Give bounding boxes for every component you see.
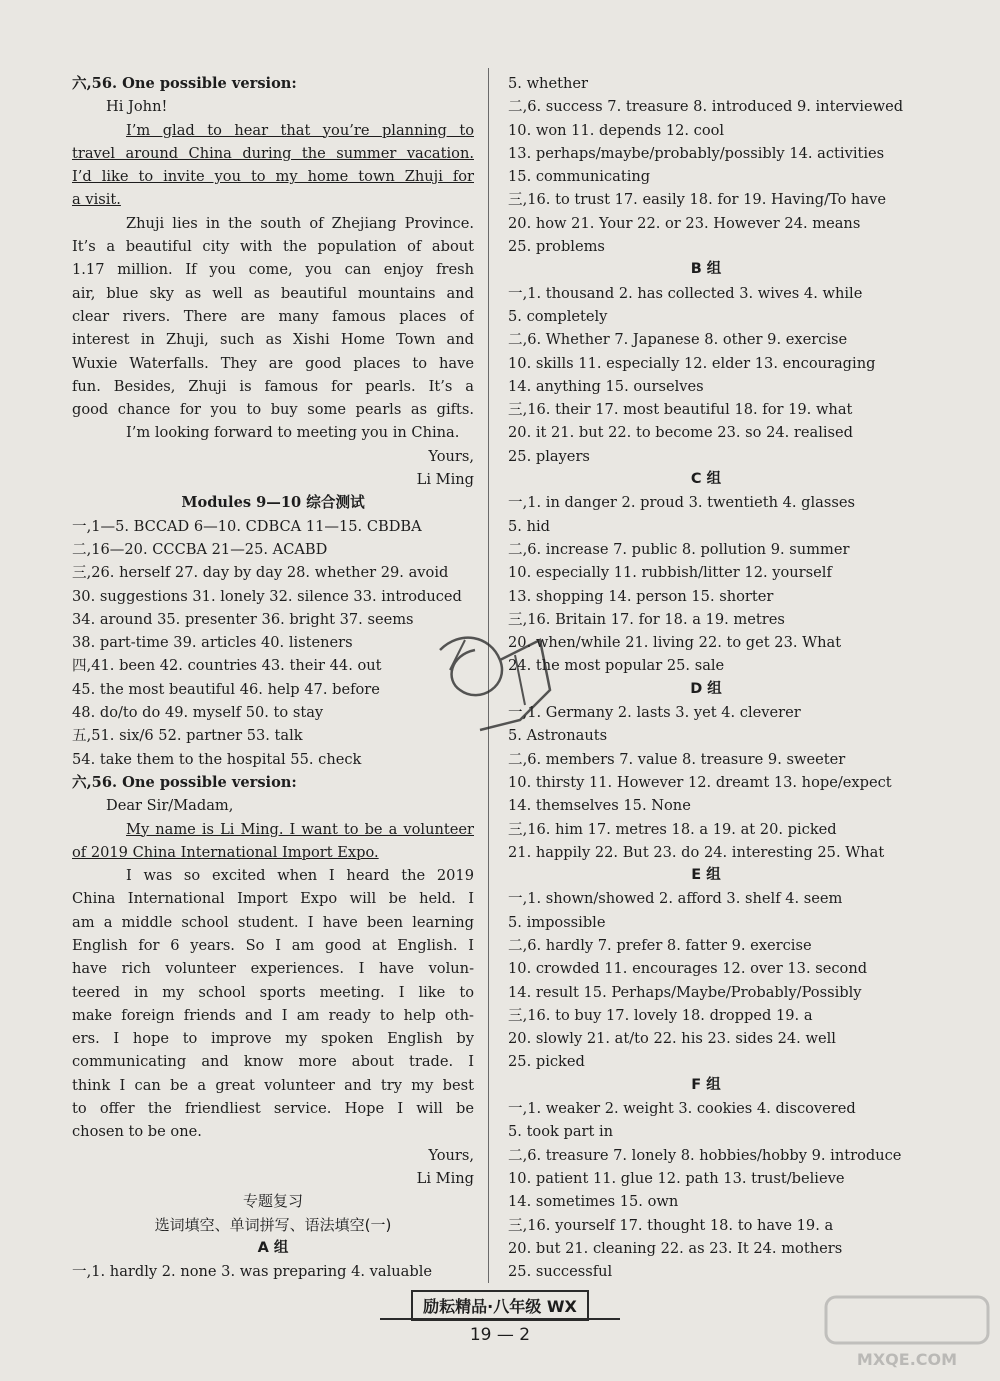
- text-line: 三,16. their 17. most beautiful 18. for 19. what: [508, 401, 853, 419]
- text-line: good chance for you to buy some pearls as gifts.: [72, 401, 474, 419]
- text-line: 20. slowly 21. at/to 22. his 23. sides 24. well: [508, 1030, 836, 1048]
- text-line: China International Import Expo will be held. I: [72, 890, 474, 908]
- text-line: A 组: [257, 1239, 289, 1256]
- text-line: 一,1. weaker 2. weight 3. cookies 4. discovered: [508, 1100, 856, 1118]
- text-line: 34. around 35. presenter 36. bright 37. seems: [72, 610, 414, 628]
- text-line: Wuxie Waterfalls. They are good places to have: [72, 354, 474, 372]
- text-line: 20. it 21. but 22. to become 23. so 24. realised: [508, 424, 854, 442]
- text-line: Hi John!: [106, 98, 168, 116]
- text-line: 选词填空、单词拼写、语法填空(一): [154, 1215, 392, 1234]
- text-line: Zhuji lies in the south of Zhejiang Province.: [126, 214, 474, 232]
- text-line: 三,16. Britain 17. for 18. a 19. metres: [508, 610, 785, 628]
- watermark-logo: [822, 1293, 992, 1373]
- text-line: 六,56. One possible version:: [72, 75, 297, 92]
- text-line: 5. hid: [508, 517, 550, 535]
- text-line: 48. do/to do 49. myself 50. to stay: [72, 704, 324, 722]
- text-line: 20. how 21. Your 22. or 23. However 24. means: [508, 214, 861, 232]
- text-line: 一,1. hardly 2. none 3. was preparing 4. valuable: [72, 1263, 433, 1281]
- text-line: 38. part-time 39. articles 40. listeners: [72, 634, 353, 652]
- text-line: 10. crowded 11. encourages 12. over 13. second: [508, 960, 868, 978]
- text-line: 15. communicating: [508, 168, 651, 186]
- text-line: Yours,: [428, 1146, 474, 1164]
- text-line: air, blue sky as well as beautiful mountains and: [72, 284, 474, 302]
- text-line: 45. the most beautiful 46. help 47. before: [72, 680, 380, 698]
- text-line: 10. especially 11. rubbish/litter 12. yourself: [508, 564, 832, 582]
- text-line: D 组: [690, 680, 722, 697]
- text-line: Modules 9—10 综合测试: [181, 494, 365, 512]
- text-line: 10. won 11. depends 12. cool: [508, 121, 725, 139]
- text-line: 三,16. him 17. metres 18. a 19. at 20. picked: [508, 820, 837, 838]
- text-line: 5. completely: [508, 307, 608, 325]
- text-line: 五,51. six/6 52. partner 53. talk: [72, 727, 303, 745]
- text-line: I’m glad to hear that you’re planning to: [126, 121, 474, 139]
- text-line: 20. but 21. cleaning 22. as 23. It 24. mothers: [508, 1239, 843, 1257]
- handwritten-stamp: [420, 610, 570, 760]
- text-line: 5. whether: [508, 75, 588, 92]
- text-line: 10. thirsty 11. However 12. dreamt 13. hope/expect: [508, 773, 892, 791]
- text-line: B 组: [690, 261, 722, 278]
- text-line: fun. Besides, Zhuji is famous for pearls. It’s a: [72, 377, 474, 395]
- text-line: 三,26. herself 27. day by day 28. whether 29. avoid: [72, 564, 449, 582]
- text-line: 20. when/while 21. living 22. to get 23. What: [508, 634, 842, 652]
- text-line: Dear Sir/Madam,: [106, 797, 234, 815]
- text-line: 二,6. Whether 7. Japanese 8. other 9. exercise: [508, 331, 848, 349]
- text-line: 三,16. to trust 17. easily 18. for 19. Having/To have: [508, 191, 886, 209]
- text-line: English for 6 years. So I am good at English. I: [72, 936, 474, 954]
- text-line: 5. Astronauts: [508, 727, 608, 745]
- text-line: 13. perhaps/maybe/probably/possibly 14. activities: [508, 144, 885, 162]
- text-line: 25. problems: [508, 238, 605, 256]
- text-line: interest in Zhuji, such as Xishi Home Town and: [72, 331, 474, 349]
- text-line: 25. successful: [508, 1263, 613, 1281]
- text-line: 30. suggestions 31. lonely 32. silence 33. introduced: [72, 587, 462, 605]
- text-line: 一,1—5. BCCAD 6—10. CDBCA 11—15. CBDBA: [72, 517, 422, 535]
- text-line: 二,6. success 7. treasure 8. introduced 9. interviewed: [508, 98, 904, 116]
- text-line: 13. shopping 14. person 15. shorter: [508, 587, 774, 605]
- page-number: 19 — 2: [469, 1325, 531, 1345]
- text-line: 二,16—20. CCCBA 21—25. ACABD: [72, 540, 328, 558]
- text-line: make foreign friends and I am ready to help oth-: [72, 1006, 474, 1024]
- footer-brand: 励耘精品·八年级 WX: [411, 1290, 589, 1321]
- text-line: travel around China during the summer vacation.: [72, 144, 474, 162]
- text-line: 14. result 15. Perhaps/Maybe/Probably/Possibly: [508, 983, 862, 1001]
- text-line: 24. the most popular 25. sale: [508, 657, 725, 675]
- svg-text:MXQE.COM: MXQE.COM: [856, 1350, 958, 1369]
- text-line: 二,6. treasure 7. lonely 8. hobbies/hobby 9. introduce: [508, 1146, 902, 1164]
- text-line: teered in my school sports meeting. I like to: [72, 983, 474, 1001]
- text-line: 六,56. One possible version:: [72, 773, 297, 791]
- text-line: I was so excited when I heard the 2019: [126, 867, 474, 885]
- text-line: ers. I hope to improve my spoken English by: [72, 1030, 474, 1048]
- text-line: 二,6. hardly 7. prefer 8. fatter 9. exercise: [508, 936, 812, 954]
- text-line: to offer the friendliest service. Hope I will be: [72, 1100, 474, 1118]
- text-line: 一,1. thousand 2. has collected 3. wives 4. while: [508, 284, 863, 302]
- text-line: Li Ming: [416, 471, 474, 489]
- text-line: 一,1. in danger 2. proud 3. twentieth 4. glasses: [508, 494, 855, 512]
- text-line: My name is Li Ming. I want to be a volunteer: [126, 820, 474, 838]
- text-line: am a middle school student. I have been learning: [72, 913, 474, 931]
- text-line: 二,6. increase 7. public 8. pollution 9. summer: [508, 540, 850, 558]
- text-line: a visit.: [72, 191, 121, 209]
- text-line: clear rivers. There are many famous places of: [72, 307, 474, 325]
- text-line: Yours,: [428, 447, 474, 465]
- text-line: think I can be a great volunteer and try my best: [72, 1076, 474, 1094]
- left-column: [72, 72, 474, 1283]
- text-line: 54. take them to the hospital 55. check: [72, 750, 362, 768]
- text-line: 25. players: [508, 447, 590, 465]
- text-line: It’s a beautiful city with the population of about: [72, 238, 474, 256]
- text-line: have rich volunteer experiences. I have volun-: [72, 960, 474, 978]
- text-line: C 组: [690, 471, 722, 488]
- text-line: 四,41. been 42. countries 43. their 44. out: [72, 657, 382, 675]
- text-line: communicating and know more about trade. I: [72, 1053, 474, 1071]
- text-line: 一,1. shown/showed 2. afford 3. shelf 4. seem: [508, 890, 843, 908]
- text-line: 14. anything 15. ourselves: [508, 377, 704, 395]
- text-line: 10. patient 11. glue 12. path 13. trust/believe: [508, 1169, 845, 1187]
- text-line: Li Ming: [416, 1169, 474, 1187]
- text-line: of 2019 China International Import Expo.: [72, 843, 379, 861]
- text-line: 14. themselves 15. None: [508, 797, 691, 815]
- text-line: 25. picked: [508, 1053, 585, 1071]
- text-line: 5. took part in: [508, 1123, 614, 1141]
- text-line: 5. impossible: [508, 913, 606, 931]
- text-line: chosen to be one.: [72, 1123, 202, 1141]
- text-line: 14. sometimes 15. own: [508, 1193, 679, 1211]
- text-line: 1.17 million. If you come, you can enjoy fresh: [72, 261, 474, 279]
- text-line: 二,6. members 7. value 8. treasure 9. sweeter: [508, 750, 846, 768]
- text-line: 三,16. yourself 17. thought 18. to have 19. a: [508, 1216, 834, 1234]
- text-line: 一,1. Germany 2. lasts 3. yet 4. cleverer: [508, 704, 801, 722]
- text-line: 21. happily 22. But 23. do 24. interesting 25. What: [508, 843, 885, 861]
- text-line: 10. skills 11. especially 12. elder 13. encouraging: [508, 354, 876, 372]
- text-line: I’m looking forward to meeting you in China.: [126, 424, 460, 442]
- text-line: 专题复习: [242, 1192, 303, 1211]
- text-line: F 组: [691, 1076, 721, 1093]
- text-line: E 组: [691, 867, 721, 884]
- text-line: I’d like to invite you to my home town Zhuji for: [72, 168, 474, 186]
- text-line: 三,16. to buy 17. lovely 18. dropped 19. a: [508, 1006, 813, 1024]
